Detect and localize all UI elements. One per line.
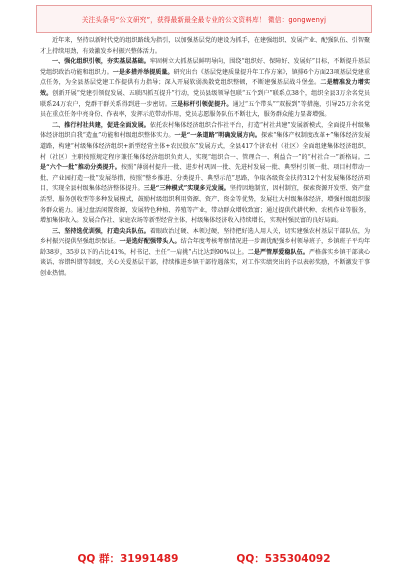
section-3-text-2: 结合年度考核考察情况进一步调优配强乡村领导班子，乡镇班子平均年龄38岁，35岁以下的占比41%，村书记、主任“一肩挑”占比达到90%以上。 bbox=[40, 238, 370, 256]
section-2-text-2: 探索“集体产权制度改革+”集体经济发展道路，构建“村级集体经济组织+新型经营主体+农民股东”发展方式，全县417个济农村（社区）全面组建集体经济组织，村（社区）主职按照规定程序兼任集体经济组织负责人，实现“组织合一、管理合一、利益合一”的“村社合一”新格局。 bbox=[40, 132, 370, 161]
qq-group-number: QQ 群：31991489 bbox=[77, 552, 179, 565]
section-2-heading: 二、推行村社共建，促进全面发展。 bbox=[52, 121, 150, 129]
paragraph-section-2 bbox=[40, 121, 370, 227]
section-1-text-3: 创新开展“党建引领促发展、五联四抓互提升”行动，党员县级领导包联“五个到户”联系点38个，组织全县3万余名党员联系24万农户，党群干群关系得到进一步密切。 bbox=[40, 89, 370, 108]
section-2-text: 依托农村集体经济组织合作社平台，打造“村社共建”发展新模式，全面提升村级集体经济组织自我“造血”功能和村级组织整体实力。 bbox=[40, 121, 370, 140]
section-1-text-2: 研究出台《基层党建质量提升年工作方案》，镇排6个方面23项基层党建重点任务，为全县基层党建工作提供有力指导；深入开展软弱涣散党组织整顿，不断建强基层战斗堡垒。 bbox=[40, 68, 370, 87]
promo-banner-text: 关注头条号“公文研究”，获得最新最全最专业的公文资料库！ 微信：gongwenyj bbox=[81, 16, 327, 24]
section-3-text: 着眼政治过硬、本领过硬，坚持把好选人用人关，切实建强农村基层干部队伍，为乡村振兴提供坚强组织保证。 bbox=[40, 227, 370, 246]
qq-number: QQ：535304092 bbox=[236, 552, 331, 565]
paragraph-section-1 bbox=[40, 57, 370, 121]
paragraph-intro bbox=[40, 36, 370, 57]
contact-footer bbox=[0, 548, 408, 568]
section-1-heading: 一、强化组织引领，夯实基层基础。 bbox=[52, 58, 150, 66]
section-2-point-3: 三是“三种模式”实现多元发展。 bbox=[143, 185, 230, 193]
section-2-point-1: 一是“一条道路”明确发展方向。 bbox=[174, 132, 261, 140]
section-3-heading: 三、坚持选优训强，打造尖兵队伍。 bbox=[52, 227, 150, 235]
document-body bbox=[40, 36, 370, 546]
promo-banner bbox=[36, 5, 372, 33]
section-3-point-2: 二是严管厚爱稳队伍。 bbox=[247, 248, 309, 256]
section-1-point-2: 二是精准发力增实效。 bbox=[40, 79, 370, 97]
section-1-text: 牢固树立大抓基层鲜明导向，围绕“组织好、保障好、发展好”目标，不断提升基层党组织政治功能和组织力。 bbox=[40, 58, 370, 76]
section-2-text-4: 坚持因地制宜，因村制宜，探索资源开发型、资产盘活型、服务创收型等多种发展模式，鼓励村级组织利用资源、资产、资金等优势，发展壮大村级集体经济，增强村级组织服务群众能力。通过盘活闲置资源，发展特色种植、养殖等产业，带动群众增收致富；通过提供代耕代种、农机作业等服务，增加集体收入。发展合作社、家庭农场等新型经营主体，村级集体经济收入持续增长，实现村强民富的良好局面。 bbox=[40, 185, 370, 225]
section-3-text-3: 严格落实乡镇干部谈心谈话、容错纠错等制度，关心关爱基层干部，持续推进乡镇干部待遇落实，对工作实绩突出的予以表彰奖励，不断激发干事创业热情。 bbox=[40, 248, 370, 278]
intro-text: 近年来，坚持以新时代党的组织路线为指引，以加强基层党的建设为抓手，在建强组织、发展产业、配强队伍、引智聚才上持续用劲，有效激发乡村振兴整体活力。 bbox=[40, 37, 370, 55]
paragraph-section-3 bbox=[40, 227, 370, 280]
section-1-text-4: 通过“五个带头”“双报到”等措施，引导25万余名党员在重点任务中亮身份、作表率，发挥示范带动作用，党员志愿服务队伍不断壮大，服务群众能力显著增强。 bbox=[40, 100, 370, 119]
section-2-point-2: 二是“六个一批”推动分类提升。 bbox=[40, 153, 370, 172]
section-3-point-1: 一是选好配强带头人。 bbox=[119, 238, 181, 246]
section-2-text-3: 按照“薄弱村提升一批、进步村巩固一批、先进村发展一批、典型村引领一批、项目村带动一批、产业园打造一批”发展举措，按照“整乡推进、分类提升、典型示范”思路，争取各级资金扶持312个村发展集体经济项目，实现全县村级集体经济整体提升。 bbox=[40, 164, 370, 193]
section-1-point-1: 一是多措并举提质量。 bbox=[112, 68, 174, 76]
section-1-point-3: 三是标杆引领促提升。 bbox=[170, 100, 233, 108]
